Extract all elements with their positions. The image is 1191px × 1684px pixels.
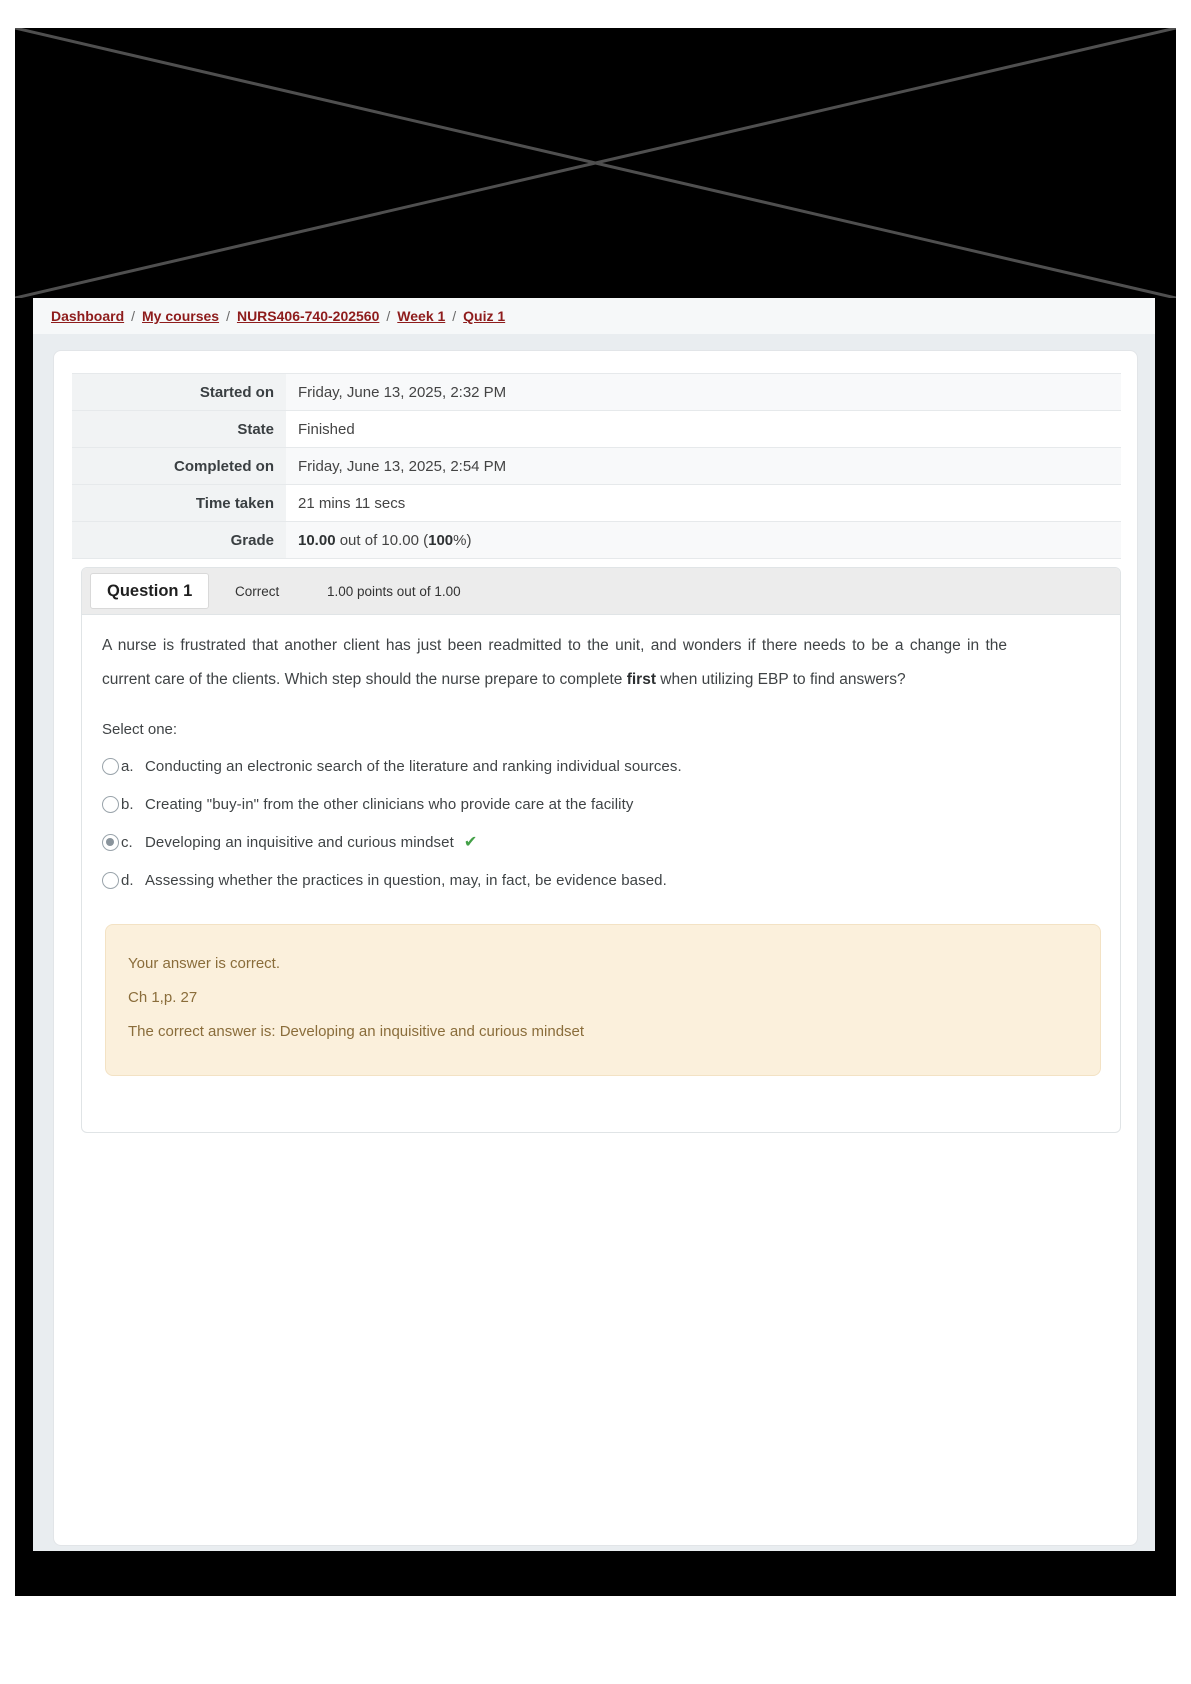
summary-grade-value	[286, 522, 1121, 559]
correct-check-icon: ✔	[463, 834, 478, 851]
summary-value: Friday, June 13, 2025, 2:32 PM	[286, 374, 1121, 411]
table-row-grade	[72, 522, 1121, 559]
table-row	[72, 411, 1121, 448]
grade-percent: 100	[428, 531, 454, 549]
breadcrumb-link-quiz[interactable]: Quiz 1	[463, 308, 506, 324]
option-letter: c.	[121, 833, 133, 851]
summary-value: 21 mins 11 secs	[286, 485, 1121, 522]
answer-option-a[interactable]	[102, 754, 1100, 778]
radio-button[interactable]	[102, 758, 119, 775]
answer-options	[102, 754, 1100, 892]
question-status: Correct	[235, 583, 280, 599]
summary-label: Completed on	[72, 448, 286, 485]
table-row	[72, 448, 1121, 485]
breadcrumb-link-course[interactable]: NURS406-740-202560	[236, 308, 380, 324]
feedback-line: The correct answer is: Developing an inquisitive and curious mindset	[128, 1023, 585, 1040]
table-row	[72, 374, 1121, 411]
radio-button[interactable]	[102, 796, 119, 813]
question-block	[81, 567, 1121, 1133]
radio-button[interactable]	[102, 834, 119, 851]
breadcrumb	[51, 308, 505, 324]
breadcrumb-link-dashboard[interactable]: Dashboard	[51, 308, 125, 324]
radio-button[interactable]	[102, 872, 119, 889]
feedback-line: Ch 1,p. 27	[128, 989, 198, 1006]
select-one-prompt: Select one:	[102, 721, 178, 738]
content-area	[33, 298, 1155, 1551]
question-text-part: A nurse is frustrated that another client has just been readmitted to the unit, and wonders if there needs to be a change in the current care of the clients. Which step should the nurse prepare to complete	[102, 637, 1007, 688]
breadcrumb-link-my-courses[interactable]: My courses	[142, 308, 220, 324]
breadcrumb-separator: /	[131, 308, 136, 324]
breadcrumb-separator: /	[452, 308, 457, 324]
summary-label: Grade	[72, 522, 286, 559]
option-letter: a.	[121, 757, 134, 775]
feedback-box	[105, 924, 1101, 1076]
summary-label: Started on	[72, 374, 286, 411]
question-points: 1.00 points out of 1.00	[327, 583, 461, 599]
table-row	[72, 485, 1121, 522]
question-text-part: when utilizing EBP to find answers?	[656, 671, 906, 688]
breadcrumb-separator: /	[226, 308, 230, 324]
answer-option-b[interactable]	[102, 792, 1100, 816]
breadcrumb-separator: /	[386, 308, 391, 324]
missing-image-x-icon	[15, 28, 1176, 298]
breadcrumb-link-week[interactable]: Week 1	[397, 308, 446, 324]
grade-score: 10.00	[298, 531, 336, 549]
option-text: Developing an inquisitive and curious mindset	[145, 833, 454, 851]
grade-suffix: %)	[453, 531, 472, 549]
option-text: Creating "buy-in" from the other clinicians who provide care at the facility	[145, 795, 634, 813]
summary-label: State	[72, 411, 286, 448]
question-text	[102, 629, 1007, 697]
answer-option-d[interactable]	[102, 868, 1100, 892]
grade-text: out of 10.00 (	[335, 531, 429, 549]
option-text: Conducting an electronic search of the literature and ranking individual sources.	[145, 757, 682, 775]
broken-image-placeholder	[15, 28, 1176, 298]
feedback-line: Your answer is correct.	[128, 955, 281, 972]
question-text-bold: first	[626, 671, 656, 688]
option-letter: b.	[121, 795, 134, 813]
question-number-tab: Question 1	[90, 573, 209, 609]
summary-label: Time taken	[72, 485, 286, 522]
question-body	[82, 615, 1120, 1076]
summary-value: Friday, June 13, 2025, 2:54 PM	[286, 448, 1121, 485]
quiz-review-card	[53, 350, 1138, 1546]
answer-option-c[interactable]	[102, 830, 1100, 854]
summary-value: Finished	[286, 411, 1121, 448]
attempt-summary-table	[72, 373, 1121, 559]
question-header	[82, 568, 1120, 615]
breadcrumb-bar	[33, 298, 1155, 334]
option-letter: d.	[121, 871, 134, 889]
option-text: Assessing whether the practices in question, may, in fact, be evidence based.	[145, 871, 667, 889]
